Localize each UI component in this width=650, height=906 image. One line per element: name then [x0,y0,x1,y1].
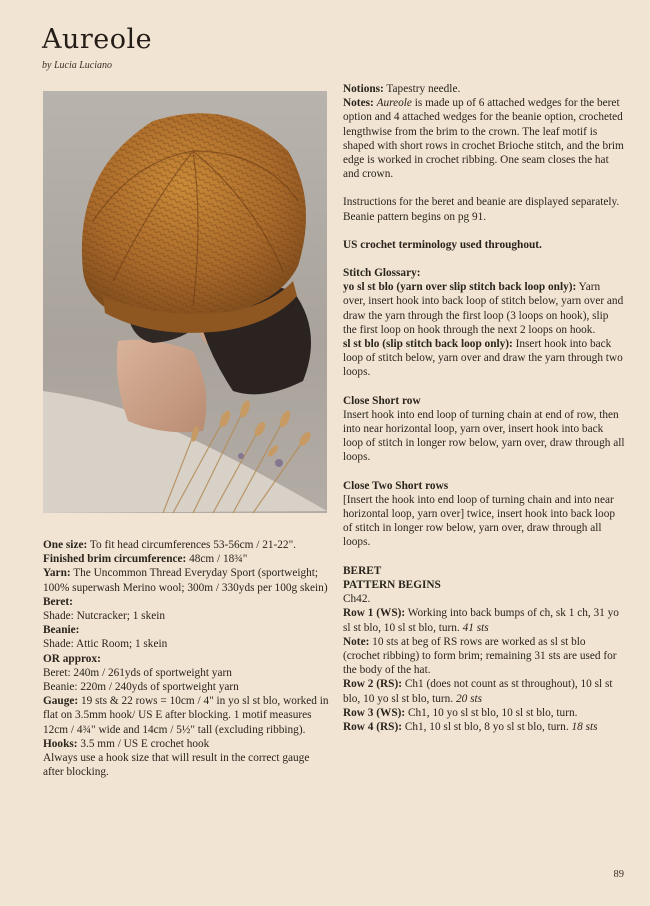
note-text: 10 sts at beg of RS rows are worked as sl st blo (crochet ribbing) to form brim; remaining 31 sts are used for the body of the hat. [343,635,617,677]
sl-st-blo-label: sl st blo (slip stitch back loop only): [343,338,513,351]
beret-amount: Beret: 240m / 261yds of sportweight yarn [43,666,232,679]
finished-brim-text: 48cm / 18¾" [186,553,248,566]
hooks-text: 3.5 mm / US E crochet hook [77,737,210,750]
pattern-begins-heading: PATTERN BEGINS [343,578,441,591]
row1-stitch-count: 41 sts [462,621,489,634]
row2-stitch-count: 20 sts [455,692,483,705]
beret-shade: Shade: Nutcracker; 1 skein [43,610,166,623]
pattern-title: Aureole [42,24,153,55]
hooks-label: Hooks: [43,737,78,750]
row1-label: Row 1 (WS): [343,607,406,620]
row3-text: Ch1, 10 yo sl st blo, 10 sl st blo, turn. [405,706,578,719]
note-label: Note: [343,635,370,648]
row2-label: Row 2 (RS): [343,678,402,691]
close-two-short-rows-title: Close Two Short rows [343,479,449,492]
right-column [343,82,625,734]
glossary-title: Stitch Glossary: [343,267,421,280]
or-approx: OR approx: [43,652,101,665]
one-size-text: To fit head circumferences 53-56cm / 21-22". [87,539,297,551]
ch42-instruction: Ch42. [343,593,371,606]
notions-label: Notions: [343,83,384,95]
row4-stitch-count: 18 sts [571,720,598,733]
beret-photo-illustration [43,91,327,513]
beanie-label: Beanie: [43,624,80,637]
close-short-row-title: Close Short row [343,394,421,407]
gauge-text: 19 sts & 22 rows = 10cm / 4" in yo sl st blo, worked in flat on 3.5mm hook/ US E after blocking. 1 motif measures 12cm / 4¾" wide and 14cm / 5½" tall (excluding ribbing). [43,695,329,736]
notes-text: is made up of 6 attached wedges for the beret option and 4 attached wedges for the beanie option, crocheted lengthwise from the brim to the crown. The leaf motif is shaped with short rows in crochet Brioche stitch, and the brim edge is worked in crochet ribbing. One seam closes the hat and crown. [343,97,624,181]
close-short-row-text: Insert hook into end loop of turning chain at end of row, then into near horizontal loop, yarn over, insert hook into back loop of stitch in longer row below, yarn over, draw through all loops. [343,408,625,464]
finished-brim-label: Finished brim circumference: [43,553,187,566]
gauge-label: Gauge: [43,695,79,708]
designer-byline: by Lucia Luciano [42,60,112,71]
row4-text: Ch1, 10 sl st blo, 8 yo sl st blo, turn. [402,720,572,733]
yo-sl-st-blo-label: yo sl st blo (yarn over slip stitch back loop only): [343,281,577,294]
beanie-shade: Shade: Attic Room; 1 skein [43,638,168,651]
row4-label: Row 4 (RS): [343,720,402,733]
yarn-label: Yarn: [43,567,71,580]
yo-sl-st-blo-text: Yarn over, insert hook into back loop of stitch below, yarn over and draw the yarn through the first loop (3 loops on hook), slip the first loop on hook through the next 2 loops on hook. [343,281,624,336]
row3-label: Row 3 (WS): [343,706,406,719]
yarn-text: The Uncommon Thread Everyday Sport (sportweight; 100% superwash Merino wool; 300m / 330yds per 100g skein) [43,567,328,594]
beret-heading: BERET [343,564,382,577]
page-number: 89 [613,869,624,880]
row1-text: Working into back bumps of ch, sk 1 ch, 31 yo sl st blo, 10 sl st blo, turn. [343,607,619,634]
beret-label: Beret: [43,595,73,608]
close-two-short-rows-text: [Insert the hook into end loop of turning chain and into near horizontal loop, yarn over] twice, insert hook into back loop of stitch in longer row below, yarn over, draw through all loops. [343,493,615,549]
beret-photo [43,91,327,513]
instructions-text: Instructions for the beret and beanie are displayed separately. Beanie pattern begins on pg 91. [343,196,620,223]
notes-italic-title: Aureole [376,97,412,110]
us-terms-note: US crochet terminology used throughout. [343,238,542,251]
left-column [43,538,330,779]
one-size-label: One size: [43,539,88,551]
hooks-note: Always use a hook size that will result in the correct gauge after blocking. [43,752,310,779]
row2-text: Ch1 (does not count as st throughout), 10 sl st blo, 10 yo sl st blo, turn. [343,678,613,705]
notions-text: Tapestry needle. [383,83,461,95]
beanie-amount: Beanie: 220m / 240yds of sportweight yarn [43,681,239,694]
notes-label: Notes: [343,97,374,110]
sl-st-blo-text: Insert hook into back loop of stitch below, yarn over and draw the yarn through two loops. [343,338,623,379]
